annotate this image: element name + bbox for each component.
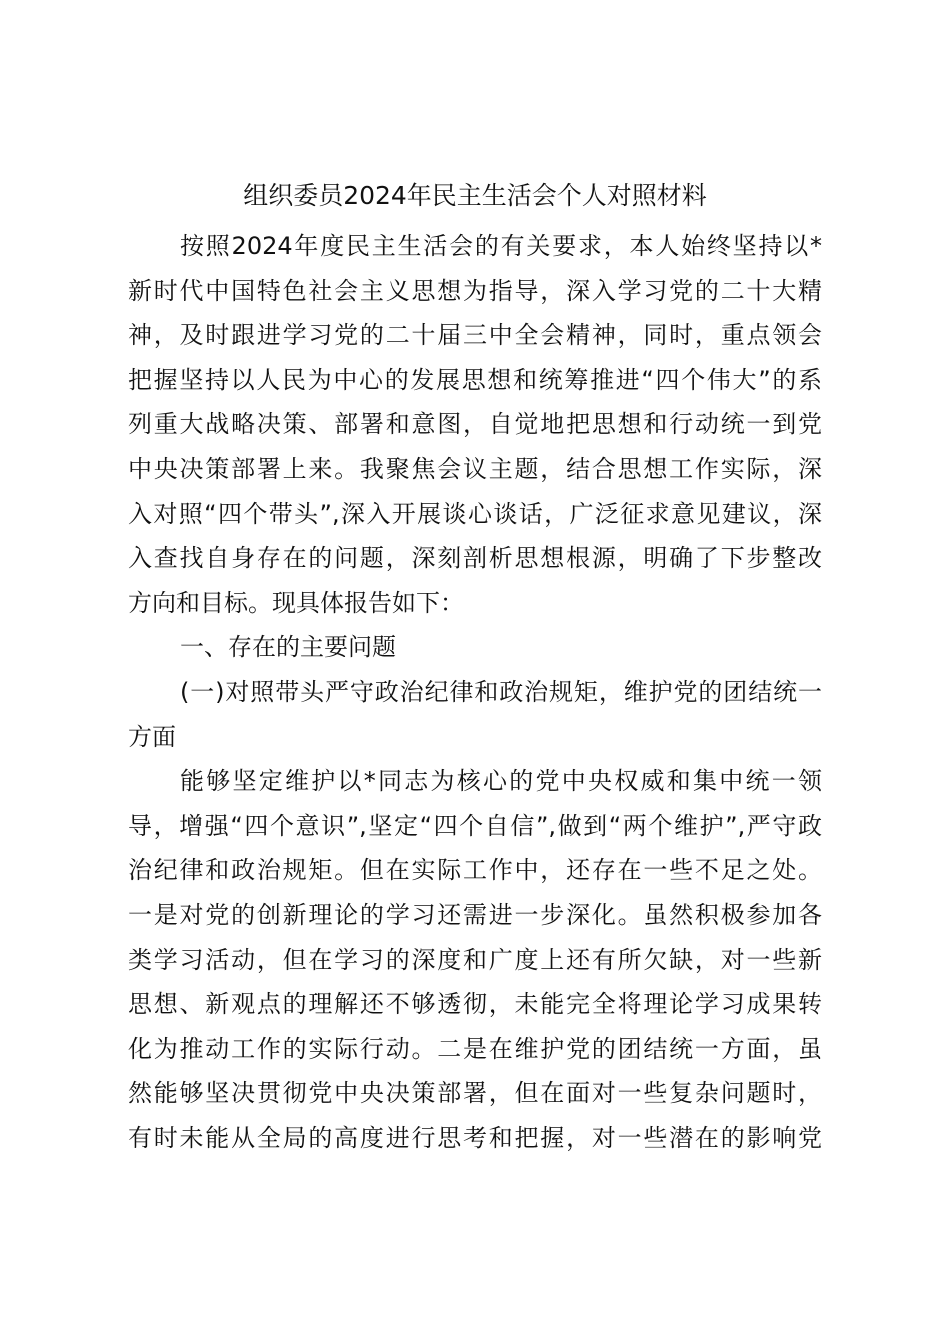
subsection-heading: 方面 (128, 722, 176, 751)
paragraph-line: 新时代中国特色社会主义思想为指导，深入学习党的二十大精 (128, 276, 822, 305)
paragraph-line: 列重大战略决策、部署和意图，自觉地把思想和行动统一到党 (128, 410, 822, 439)
paragraph-line: 治纪律和政治规矩。但在实际工作中，还存在一些不足之处。 (128, 856, 822, 885)
paragraph-line: 然能够坚决贯彻党中央决策部署，但在面对一些复杂问题时， (128, 1079, 822, 1108)
paragraph-line: 按照2024年度民主生活会的有关要求，本人始终坚持以* (180, 232, 822, 260)
paragraph-line: 类学习活动，但在学习的深度和广度上还有所欠缺，对一些新 (128, 945, 822, 974)
section-heading: 一、存在的主要问题 (180, 633, 396, 662)
paragraph-line: 能够坚定维护以*同志为核心的党中央权威和集中统一领 (180, 767, 822, 796)
document-title: 组织委员2024年民主生活会个人对照材料 (243, 181, 707, 210)
paragraph-line: 导，增强“四个意识”,坚定“四个自信”,做到“两个维护”,严守政 (128, 811, 822, 840)
subsection-heading: (一)对照带头严守政治纪律和政治规矩，维护党的团结统一 (180, 677, 822, 706)
paragraph-line: 入对照“四个带头”,深入开展谈心谈话，广泛征求意见建议，深 (128, 499, 822, 528)
paragraph-line: 入查找自身存在的问题，深刻剖析思想根源，明确了下步整改 (128, 544, 822, 573)
document-body (128, 224, 822, 1160)
paragraph-line: 有时未能从全局的高度进行思考和把握，对一些潜在的影响党 (128, 1123, 822, 1152)
paragraph-line: 化为推动工作的实际行动。二是在维护党的团结统一方面，虽 (128, 1034, 822, 1063)
paragraph-line: 中央决策部署上来。我聚焦会议主题，结合思想工作实际，深 (128, 454, 822, 483)
paragraph-line: 神，及时跟进学习党的二十届三中全会精神，同时，重点领会 (128, 321, 822, 350)
paragraph-line: 思想、新观点的理解还不够透彻，未能完全将理论学习成果转 (128, 990, 822, 1019)
paragraph-line: 方向和目标。现具体报告如下： (128, 588, 464, 617)
paragraph-line: 把握坚持以人民为中心的发展思想和统筹推进“四个伟大”的系 (128, 365, 822, 394)
paragraph-line: 一是对党的创新理论的学习还需进一步深化。虽然积极参加各 (128, 900, 822, 929)
